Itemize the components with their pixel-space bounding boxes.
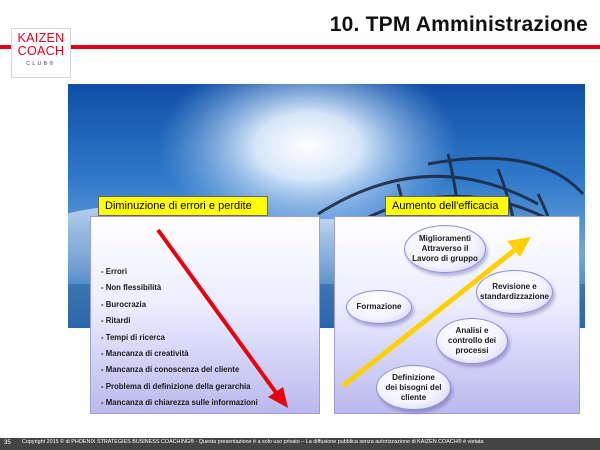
bubble-miglioramenti: Miglioramenti Attraverso il Lavoro di gruppo [404, 225, 486, 273]
list-item: - Ritardi [101, 316, 131, 326]
list-item: - Mancanza di conoscenza del cliente [101, 365, 240, 375]
logo-line-coach: COACH [17, 44, 65, 58]
footer-bar [0, 438, 600, 450]
down-arrow-head [268, 387, 288, 408]
errors-label: Diminuzione di errori e perdite [98, 196, 268, 216]
down-arrow-line [158, 230, 277, 394]
page-number: 35 [4, 440, 11, 446]
slide-title: 10. TPM Amministrazione [329, 13, 588, 36]
list-item: - Burocrazia [101, 299, 147, 309]
list-item: - Non flessibilità [101, 283, 162, 293]
list-item: - Errori [101, 267, 127, 276]
list-item: - Problema di definizione della gerarchia [101, 381, 251, 391]
list-item: - Tempi di ricerca [101, 332, 165, 342]
logo-line-club: CLUB® [26, 61, 56, 67]
bubble-definizione: Definizione dei bisogni del cliente [376, 365, 451, 410]
copyright-notice: Copyright 2015 © di PHOENIX STRATEGIES BUSINESS COACHING® - Questa presentazione è a solo uso privato – La diffusione pubblica senza autorizzazione di KAIZEN COACH® è vietata [22, 439, 484, 445]
bubble-formazione: Formazione [346, 290, 412, 324]
list-item: - Mancanza di chiarezza sulle informazioni [101, 398, 258, 408]
bubble-revisione: Revisione e standardizzazione [476, 270, 553, 314]
efficacy-label: Aumento dell'efficacia [385, 196, 509, 216]
bubble-analisi: Analisi e controllo dei processi [436, 318, 508, 364]
logo-line-kaizen: KAIZEN [17, 31, 65, 45]
list-item: - Mancanza di creatività [101, 348, 189, 358]
